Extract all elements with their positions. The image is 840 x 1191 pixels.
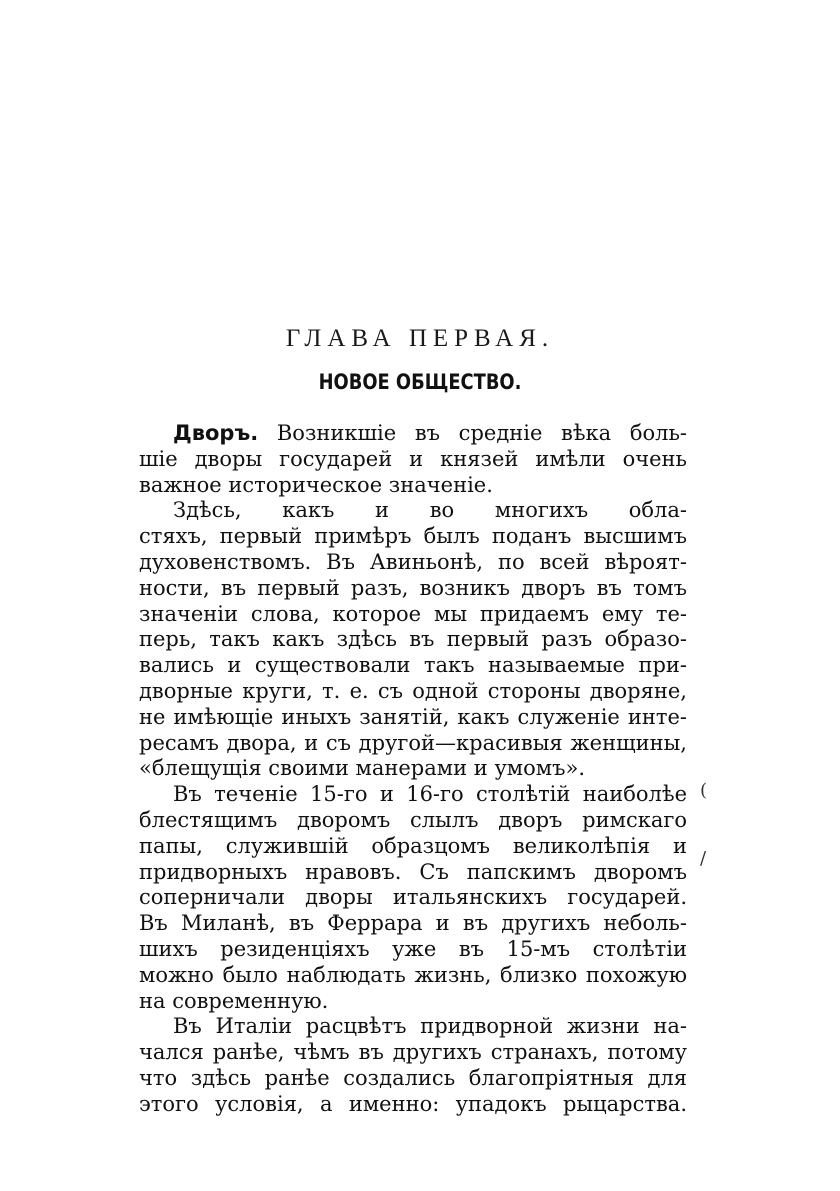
paragraph-court [139,421,687,498]
chapter-title: ГЛАВА ПЕРВАЯ. [285,325,555,352]
text-line: на современную. [139,988,329,1013]
text-line: придворныхъ нравовъ. Съ папскимъ дворомъ [139,859,687,884]
text-line: что здѣсь ранѣе создались благопрiятныя для [139,1065,688,1090]
text-line: можно было наблюдать жизнь, близко похожую [139,962,687,987]
text-line: дворные круги, т. е. съ одной стороны дворяне, [139,678,687,703]
text-line: значенiи слова, которое мы придаемъ ему те- [139,601,687,626]
margin-mark: ( [700,780,708,801]
text-line: шiе дворы государей и князей имѣли очень [139,446,687,471]
text-line: папы, служившiй образцомъ великолѣпiя и [139,833,687,858]
text-line: шихъ резиденцiяхъ уже въ 15-мъ столѣтiи [139,936,688,961]
text-line: перь, такъ какъ здѣсь въ первый разъ образо- [139,627,687,652]
text-line: Въ Миланѣ, въ Феррара и въ другихъ неболь- [139,911,687,936]
paragraph-heading: Дворъ. [173,421,259,445]
text-line: этого условiя, а именно: упадокъ рыцарства. [139,1091,687,1116]
section-title: НОВОЕ ОБЩЕСТВО. [318,370,522,394]
text-line: блестящимъ дворомъ слылъ дворъ римскаго [139,807,687,832]
text-line: соперничали дворы итальянскихъ государей. [139,885,687,910]
text-line: духовенствомъ. Въ Авиньонѣ, по всей вѣроят- [139,549,688,574]
body-text [139,421,687,1118]
paragraph-italy [139,1014,687,1117]
text-line: Здѣсь, какъ и во многихъ обла- [173,498,687,523]
text-line: ресамъ двора, и съ другой—красивыя женщины, [139,730,687,755]
text-line: не имѣющiе иныхъ занятiй, какъ служенiе инте- [139,704,687,729]
text-line: Въ Италiи расцвѣтъ придворной жизни на- [173,1014,688,1039]
text-line: чался ранѣе, чѣмъ въ другихъ странахъ, потому [139,1040,688,1065]
text-line: вались и существовали такъ называемые при- [139,653,687,678]
text-line-content: Возникшiе въ среднiе вѣка боль- [258,421,687,445]
paragraph-clergy [139,498,687,782]
paragraph-papal-court [139,782,687,1014]
text-line: стяхъ, первый примѣръ былъ поданъ высшимъ [139,524,687,549]
margin-mark: / [700,848,707,869]
text-line [139,421,687,447]
text-line: «блещущiя своими манерами и умомъ». [139,756,586,781]
text-line: Въ теченiе 15-го и 16-го столѣтiй наиболѣе [173,782,687,807]
text-line: ности, въ первый разъ, возникъ дворъ въ томъ [139,575,687,600]
text-line: важное историческое значенiе. [139,472,493,497]
